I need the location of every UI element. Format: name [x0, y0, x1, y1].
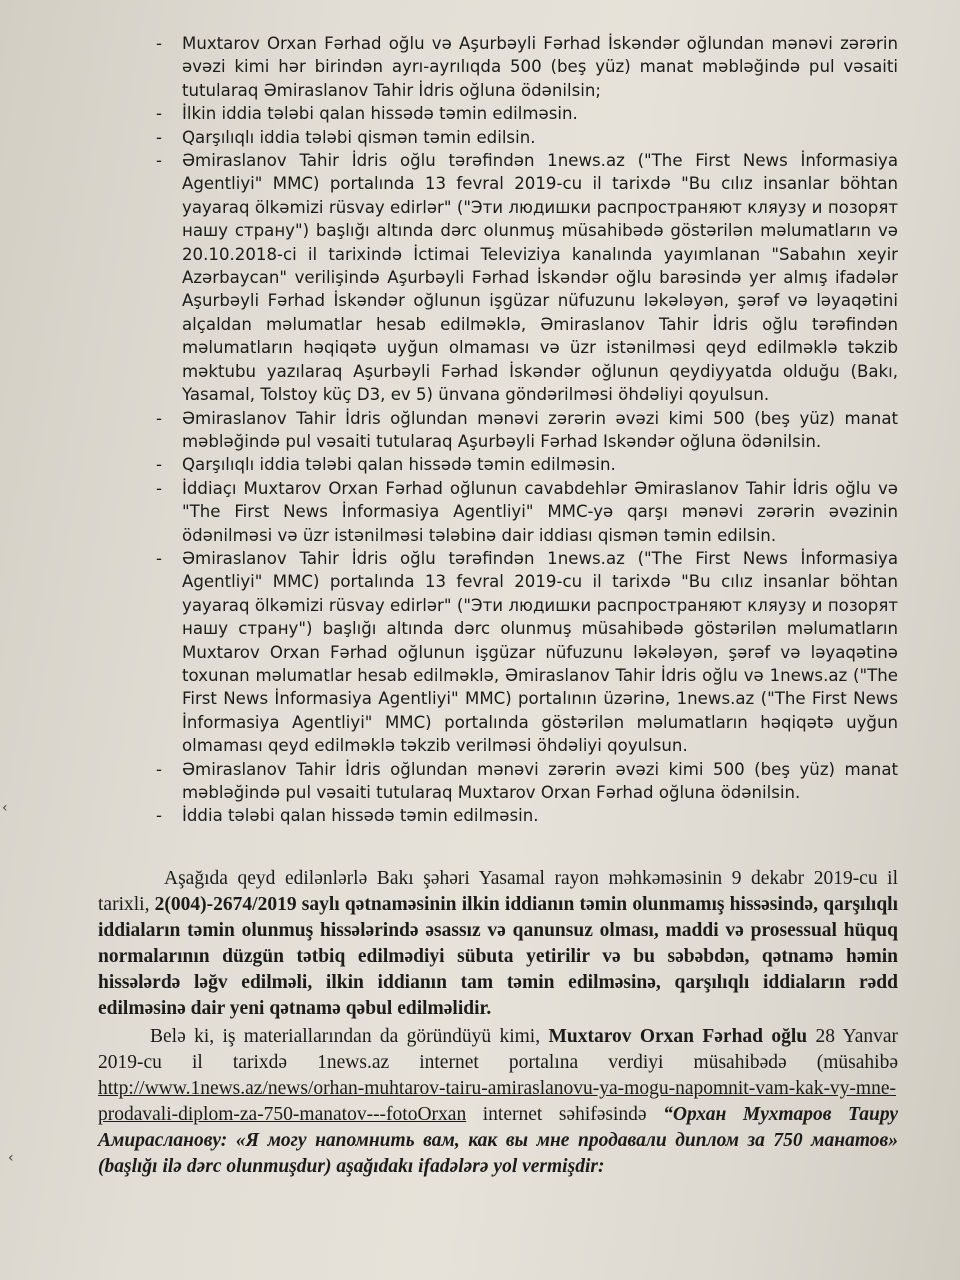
list-item: - Əmiraslanov Tahir İdris oğlu tərəfindən 1news.az ("The First News İnformasiya Agentliyi" MMC) portalında 13 fevral 2019-cu il tarixdə "Bu cılız insanlar böhtan yayaraq ölkəmizi rüsvay edirlər" ("Эти людишки распространяют кляузу и позорят нашу страну") başlığı altında dərc olunmuş müsahibədə göstərilən məlumatların Muxtarov Orxan Fərhad oğlunun işgüzar nüfuzunu ləkələyən, şərəf və ləyaqətinə toxunan məlumatlar hesab edilməklə, Əmiraslanov Tahir İdris oğlu və 1news.az ("The First News İnformasiya Agentliyi" MMC) portalının üzərinə, 1news.az ("The First News İnformasiya Agentliyi" MMC) portalında göstərilən məlumatların həqiqətə uyğun olmaması qeyd edilməklə təkzib verilməsi öhdəliyi qoyulsun.: [156, 548, 898, 756]
bold-text: 2(004)-2674/2019 saylı qətnaməsinin ilkin iddianın təmin olunmamış hissəsində, qarşılıqlı iddiaların təmin olunmuş hissələrində əsassız və qanunsuz olması, maddi və prosessual hüquq normalarının düzgün tətbiq edilmədiyi sübuta yetirilir və bu səbəbdən, qətnamə həmin hissələrdə ləğv edilməli, ilkin iddianın tam təmin edilməsinə, qarşılıqlı iddiaların rədd edilməsinə dair yeni qətnamə qəbul edilməlidir.: [98, 893, 898, 1019]
list-item: - Qarşılıqlı iddia tələbi qismən təmin edilsin.: [150, 126, 898, 149]
list-item: - Əmiraslanov Tahir İdris oğlu tərəfindən 1news.az ("The First News İnformasiya Agentliyi" MMC) portalında 13 fevral 2019-cu il tarixdə "Bu cılız insanlar böhtan yayaraq ölkəmizi rüsvay edirlər" ("Эти людишки распространяют кляузу и позорят нашу страну") başlığı altında dərc olunmuş müsahibədə göstərilən məlumatların və 20.10.2018-ci il tarixində İctimai Televiziya kanalında yayımlanan "Sabahın xeyir Azərbaycan" verilişində Aşurbəyli Fərhad İskəndər oğlu barəsində yer almış ifadələr Aşurbəyli Fərhad İskəndər oğlunun işgüzar nüfuzunu ləkələyən, şərəf və ləyaqətini alçaldan məlumatlar hesab edilməklə, Əmiraslanov Tahir İdris oğlu tərəfindən məlumatların həqiqətə uyğun olmaması və üzr istənilməsi qeyd edilməklə təkzib məktubu yazılaraq Aşurbəyli Fərhad İskəndər oğlunun qeydiyyatda olduğu (Bakı, Yasamal, Tolstoy küç D3, ev 5) ünvana göndərilməsi öhdəliyi qoyulsun.: [156, 151, 898, 405]
bullet-dash: -: [156, 759, 162, 779]
list-item: - İddia tələbi qalan hissədə təmin edilməsin.: [150, 804, 898, 827]
bullet-dash: -: [156, 478, 162, 498]
bullet-dash: -: [156, 104, 162, 124]
list-item: - İddiaçı Muxtarov Orxan Fərhad oğlunun cavabdehlər Əmiraslanov Tahir İdris oğlu və "The First News İnformasiya Agentliyi" MMC-yə qarşı mənəvi zərərin əvəzinin ödənilməsi və üzr istənilməsi tələbinə dair iddiası qismən təmin edilsin.: [156, 478, 898, 545]
bullet-dash: -: [156, 408, 162, 428]
margin-mark: ‹: [8, 1150, 14, 1166]
list-item: - Muxtarov Orxan Fərhad oğlu və Aşurbəyli Fərhad İskəndər oğlundan mənəvi zərərin əvəzi kimi hər birindən ayrı-ayrılıqda 500 (beş yüz) manat məbləğində pul vəsaiti tutularaq Əmiraslanov Tahir İdris oğluna ödənilsin;: [156, 34, 898, 100]
interview-url-link[interactable]: http://www.1news.az/news/orhan-muhtarov-tairu-amiraslanovu-ya-mogu-napomnit-vam-kak-vy-mne-prodavali-diplom-za-750-manatov---fotoOrxan: [98, 1077, 896, 1125]
paragraph-interview: Belə ki, iş materiallarından da göründüyü kimi, Muxtarov Orxan Fərhad oğlu 28 Yanvar 2019-cu il tarixdə 1news.az internet portalına verdiyi müsahibədə (müsahibə http://www.1news.az/news/orhan-muhtarov-tairu-amiraslanovu-ya-mogu-napomnit-vam-kak-vy-mne-prodavali-diplom-za-750-manatov---fotoOrxan internet səhifəsində “Орхан Мухтаров Таиру Амирасланову: «Я могу напомнить вам, как вы мне продавали диплом за 750 манатов» (başlığı ilə dərc olunmuşdur) aşağıdakı ifadələrə yol vermişdir:: [98, 1025, 899, 1177]
margin-mark: ‹: [2, 800, 8, 816]
name-bold: Muxtarov Orxan Fərhad oğlu: [548, 1025, 808, 1047]
quote-italic: “Орхан Мухтаров Таиру Амирасланову: «Я могу напомнить вам, как вы мне продавали диплом за 750 манатов» (başlığı ilə dərc olunmuşdur) aşağıdakı ifadələrə yol vermişdir:: [98, 1103, 899, 1177]
paragraph-appeal-grounds: Aşağıda qeyd edilənlərlə Bakı şəhəri Yasamal rayon məhkəməsinin 9 dekabr 2019-cu il tarixli, 2(004)-2674/2019 saylı qətnaməsinin ilkin iddianın təmin olunmamış hissəsində, qarşılıqlı iddiaların təmin olunmuş hissələrində əsassız və qanunsuz olması, maddi və prosessual hüquq normalarının düzgün tətbiq edilmədiyi sübuta yetirilir və bu səbəbdən, qətnamə həmin hissələrdə ləğv edilməli, ilkin iddianın tam təmin edilməsinə, qarşılıqlı iddiaların rədd edilməsinə dair yeni qətnamə qəbul edilməlidir.: [98, 867, 898, 1019]
list-item: - Əmiraslanov Tahir İdris oğlundan mənəvi zərərin əvəzi kimi 500 (beş yüz) manat məbləğində pul vəsaiti tutularaq Aşurbəyli Fərhad Iskəndər oğluna ödənilsin.: [156, 408, 898, 451]
list-item: - İlkin iddia tələbi qalan hissədə təmin edilməsin.: [150, 102, 898, 125]
bullet-dash: -: [156, 455, 162, 475]
list-item: - Əmiraslanov Tahir İdris oğlundan mənəvi zərərin əvəzi kimi 500 (beş yüz) manat məbləğində pul vəsaiti tutularaq Muxtarov Orxan Fərhad oğluna ödənilsin.: [156, 759, 898, 802]
bullet-dash: -: [156, 806, 162, 826]
bullet-dash: -: [156, 127, 162, 147]
body-paragraphs: [98, 866, 899, 1180]
list-item: - Qarşılıqlı iddia tələbi qalan hissədə təmin edilməsin.: [150, 453, 898, 476]
document-content: [98, 32, 899, 1182]
bullet-dash: -: [156, 548, 162, 568]
bullet-dash: -: [156, 34, 162, 53]
bullet-dash: -: [156, 151, 162, 171]
ruling-list: [150, 32, 898, 828]
